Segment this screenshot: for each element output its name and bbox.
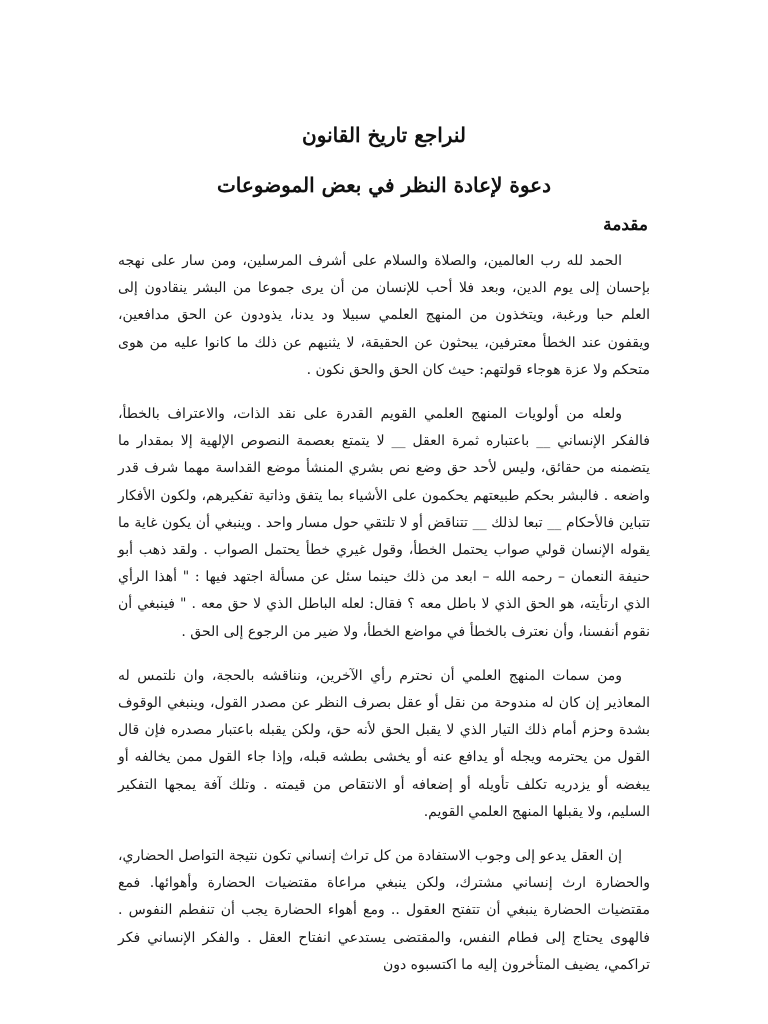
document-title: لنراجع تاريخ القانون xyxy=(302,123,466,147)
document-subtitle: دعوة لإعادة النظر في بعض الموضوعات xyxy=(216,173,552,197)
body-paragraph: الحمد لله رب العالمين، والصلاة والسلام على أشرف المرسلين، ومن سار على نهجه بإحسان إلى يوم الدين، وبعد فلا أحب للإنسان من أن يرى جموعا من البشر ينقادون إلى العلم حبا ورغبة، ويتخذون من المنهج العلمي سبيلا ود يدنا، يذودون عن الحق مدافعين، ويقفون عند الخطأ معترفين، يبحثون عن الحقيقة، لا يثنيهم عن ذلك ما كانوا عليه من هوى متحكم ولا عزة هوجاء قولتهم: حيث كان الحق والحق نكون . xyxy=(118,253,650,378)
body-paragraph: ومن سمات المنهج العلمي أن نحترم رأي الآخرين، ونناقشه بالحجة، وان نلتمس له المعاذير إن كان له مندوحة من نقل أو عقل بصرف النظر عن مصدر القول، وينبغي الوقوف بشدة وحزم أمام ذلك التيار الذي لا يقبل الحق لأنه حق، ولكن يقبله باعتبار مصدره فإن قال القول من يحترمه ويجله أو يدافع عنه أو يخشى بطشه قبله، وإذا جاء القول ممن يخالفه أو يبغضه أو يزدريه تكلف تأويله أو إضعافه أو الانتقاص من قيمته . وتلك آفة يمجها التفكير السليم، ولا يقبلها المنهج العلمي القويم. xyxy=(118,667,650,820)
document-headings xyxy=(0,118,768,202)
section-heading-introduction: مقدمة xyxy=(603,215,648,235)
body-paragraph: ولعله من أولويات المنهج العلمي القويم القدرة على نقد الذات، والاعتراف بالخطأ، فالفكر الإنساني __ باعتباره ثمرة العقل __ لا يتمتع بعصمة النصوص الإلهية إلا بمقدار ما يتضمنه من حقائق، وليس لأحد حق وضع نص بشري المنشأ موضع القداسة مهما شرف قدر واضعه . فالبشر بحكم طبيعتهم يحكمون على الأشياء بما يتفق وذاتية تفكيرهم، ولكون الأفكار تتباين فالأحكام __ تبعا لذلك __ تتناقض أو لا تلتقي حول مسار واحد . وينبغي أن يكون غاية ما يقوله الإنسان قولي صواب يحتمل الخطأ، وقول غيري خطأ يحتمل الصواب . ولقد ذهب أبو حنيفة النعمان – رحمه الله – ابعد من ذلك حينما سئل عن مسألة اجتهد فيها : " أهذا الرأي الذي ارتأيته، هو الحق الذي لا باطل معه ؟ فقال: لعله الباطل الذي لا حق معه . " فينبغي أن نقوم أنفسنا، وأن نعترف بالخطأ في مواضع الخطأ، ولا ضير من الرجوع إلى الحق . xyxy=(118,406,650,640)
body-paragraph: إن العقل يدعو إلى وجوب الاستفادة من كل تراث إنساني تكون نتيجة التواصل الحضاري، والحضارة ارث إنساني مشترك، ولكن ينبغي مراعاة مقتضيات الحضارة وأهوائها. فمع مقتضيات الحضارة ينبغي أن تتفتح العقول .. ومع أهواء الحضارة يجب أن تنفطم النفوس . فالهوى يحتاج إلى فطام النفس، والمقتضى يستدعي انفتاح العقل . والفكر الإنساني فكر تراكمي، يضيف المتأخرون إليه ما اكتسبوه دون xyxy=(118,848,650,973)
document-body xyxy=(118,248,650,996)
